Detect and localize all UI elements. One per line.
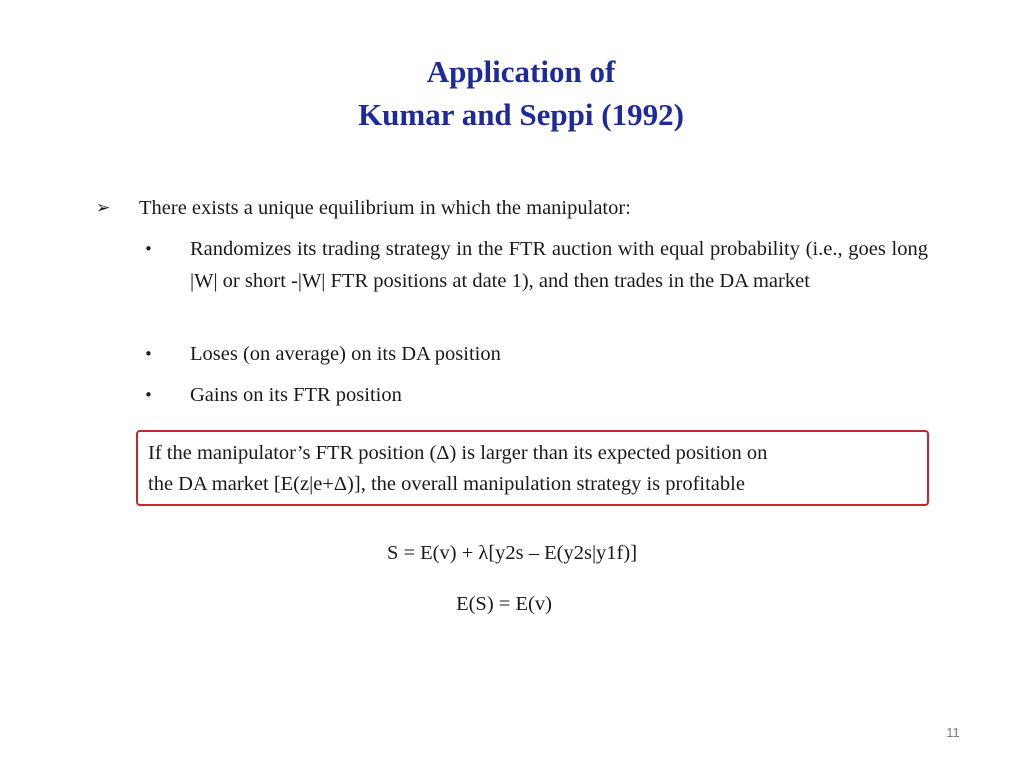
bullet-dot-icon: •: [144, 386, 153, 404]
arrow-bullet-icon: ➢: [96, 198, 111, 218]
formula-expected-s-text: E(S) = E(v): [456, 593, 552, 615]
callout-box: [136, 430, 929, 506]
title-line-1: Application of: [426, 54, 616, 89]
callout-line-2: the DA market [E(z|e+Δ)], the overall manipulation strategy is profitable: [148, 473, 745, 495]
sub-bullet-text: Randomizes its trading strategy in the FTR auction with equal probability (i.e., goes long |W| or short -|W| FTR positions at date 1), and then trades in the DA market: [190, 238, 928, 292]
slide-title: [0, 50, 1024, 136]
title-line-2: Kumar and Seppi (1992): [358, 97, 684, 132]
sub-bullet-text: Gains on its FTR position: [190, 384, 402, 406]
bullet-dot-icon: •: [144, 240, 153, 258]
formula-s: [0, 539, 1024, 567]
formula-s-text: S = E(v) + λ[y2s – E(y2s|y1f)]: [386, 542, 638, 564]
bullet-dot-icon: •: [144, 345, 153, 363]
formula-expected-s: [0, 590, 1024, 618]
page-number: 11: [946, 725, 960, 740]
main-bullet-text: There exists a unique equilibrium in which the manipulator:: [139, 197, 631, 219]
callout-line-1: If the manipulator’s FTR position (Δ) is larger than its expected position on: [148, 442, 768, 464]
sub-bullet-text: Loses (on average) on its DA position: [190, 343, 501, 365]
